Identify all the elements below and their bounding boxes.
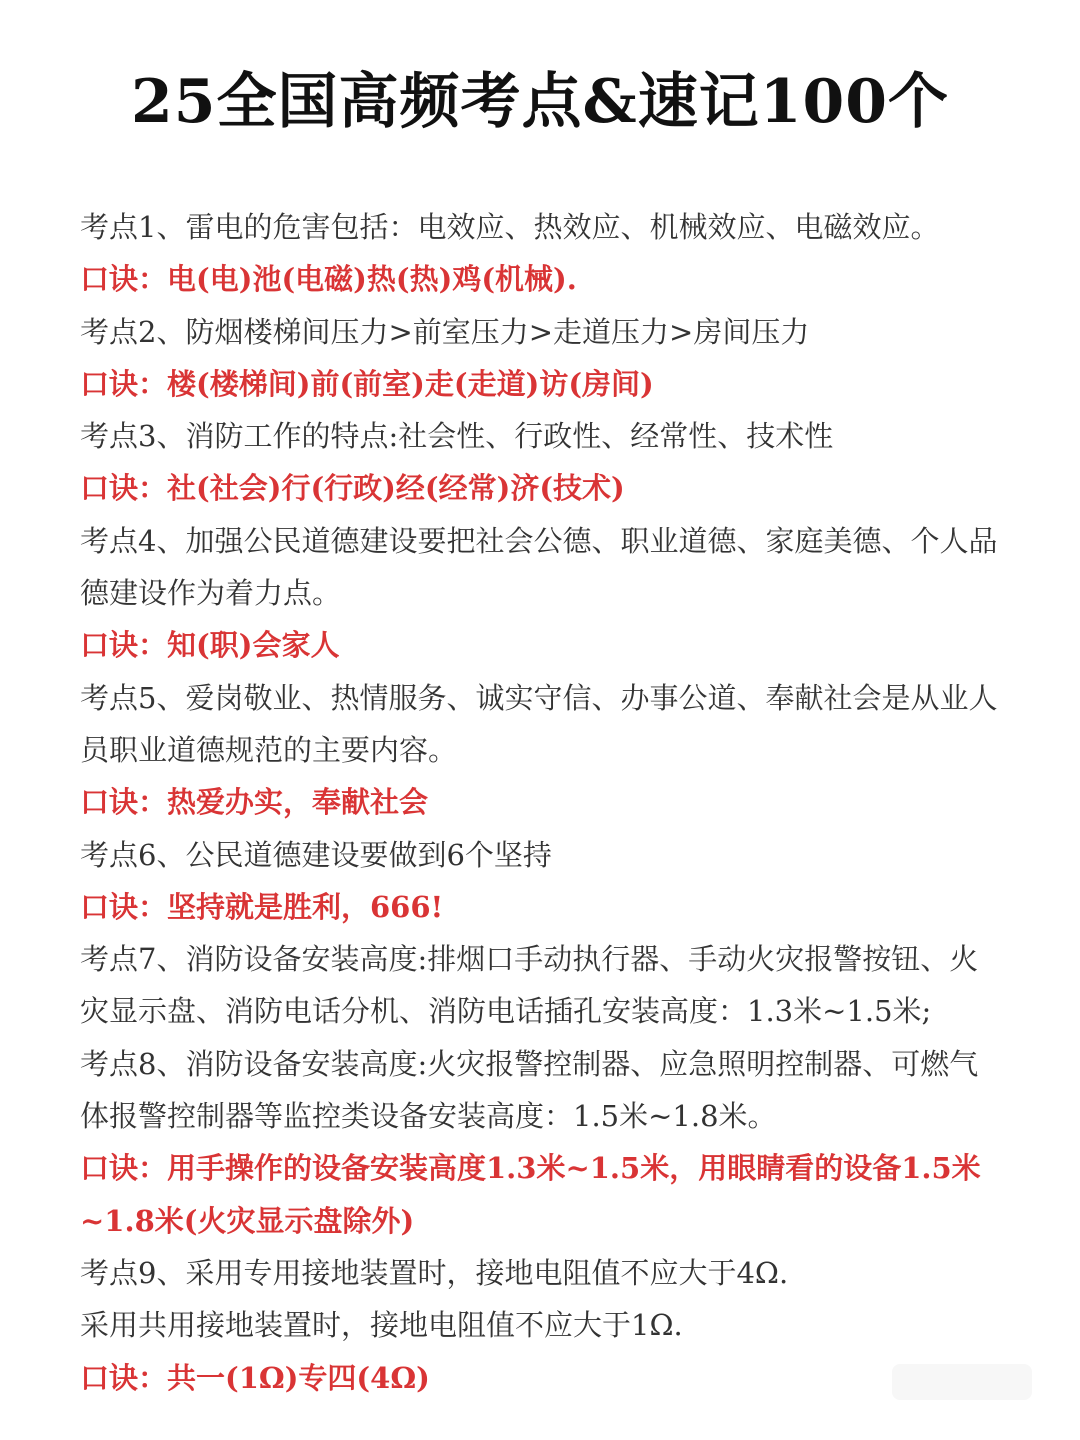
page-title: 25全国高频考点&速记100个 [131, 67, 949, 137]
mnemonic-2-line: 口诀：楼(楼梯间)前(前室)走(走道)访(房间) [80, 366, 654, 401]
mnemonic-5-line: 口诀：热爱办实，奉献社会 [80, 785, 429, 820]
point-7-line-2: 灾显示盘、消防电话分机、消防电话插孔安装高度：1.3米~1.5米; [80, 994, 932, 1029]
mnemonic-4-line: 口诀：知(职)会家人 [80, 628, 340, 663]
point-9-line-1: 考点9、采用专用接地装置时，接地电阻值不应大于4Ω. [80, 1255, 789, 1290]
mnemonic-3-line: 口诀：社(社会)行(行政)经(经常)济(技术) [80, 471, 625, 506]
content-body [80, 201, 1040, 1404]
point-4-line-2: 德建设作为着力点。 [80, 576, 342, 611]
mnemonic-8-line-2: ~1.8米(火灾显示盘除外) [80, 1203, 415, 1238]
point-2-line: 考点2、防烟楼梯间压力>前室压力>走道压力>房间压力 [80, 314, 810, 349]
mnemonic-6-line: 口诀：坚持就是胜利，666! [80, 889, 444, 924]
point-6-line: 考点6、公民道德建设要做到6个坚持 [80, 837, 552, 872]
mnemonic-1-line: 口诀：电(电)池(电磁)热(热)鸡(机械). [80, 262, 577, 297]
point-8-line-2: 体报警控制器等监控类设备安装高度：1.5米~1.8米。 [80, 1099, 777, 1134]
point-5-line-2: 员职业道德规范的主要内容。 [80, 732, 458, 767]
point-3-line: 考点3、消防工作的特点:社会性、行政性、经常性、技术性 [80, 419, 834, 454]
watermark-overlay [892, 1364, 1032, 1400]
point-1-line: 考点1、雷电的危害包括：电效应、热效应、机械效应、电磁效应。 [80, 210, 940, 244]
mnemonic-9-line: 口诀：共一(1Ω)专四(4Ω) [80, 1360, 430, 1395]
point-7-line-1: 考点7、消防设备安装高度:排烟口手动执行器、手动火灾报警按钮、火 [80, 942, 979, 977]
point-8-line-1: 考点8、消防设备安装高度:火灾报警控制器、应急照明控制器、可燃气 [80, 1046, 979, 1081]
point-5-line-1: 考点5、爱岗敬业、热情服务、诚实守信、办事公道、奉献社会是从业人 [80, 680, 998, 715]
point-4-line-1: 考点4、加强公民道德建设要把社会公德、职业道德、家庭美德、个人品 [80, 523, 998, 558]
point-9-line-2: 采用共用接地装置时，接地电阻值不应大于1Ω. [80, 1308, 683, 1343]
mnemonic-8-line-1: 口诀：用手操作的设备安装高度1.3米~1.5米，用眼睛看的设备1.5米 [80, 1151, 981, 1186]
